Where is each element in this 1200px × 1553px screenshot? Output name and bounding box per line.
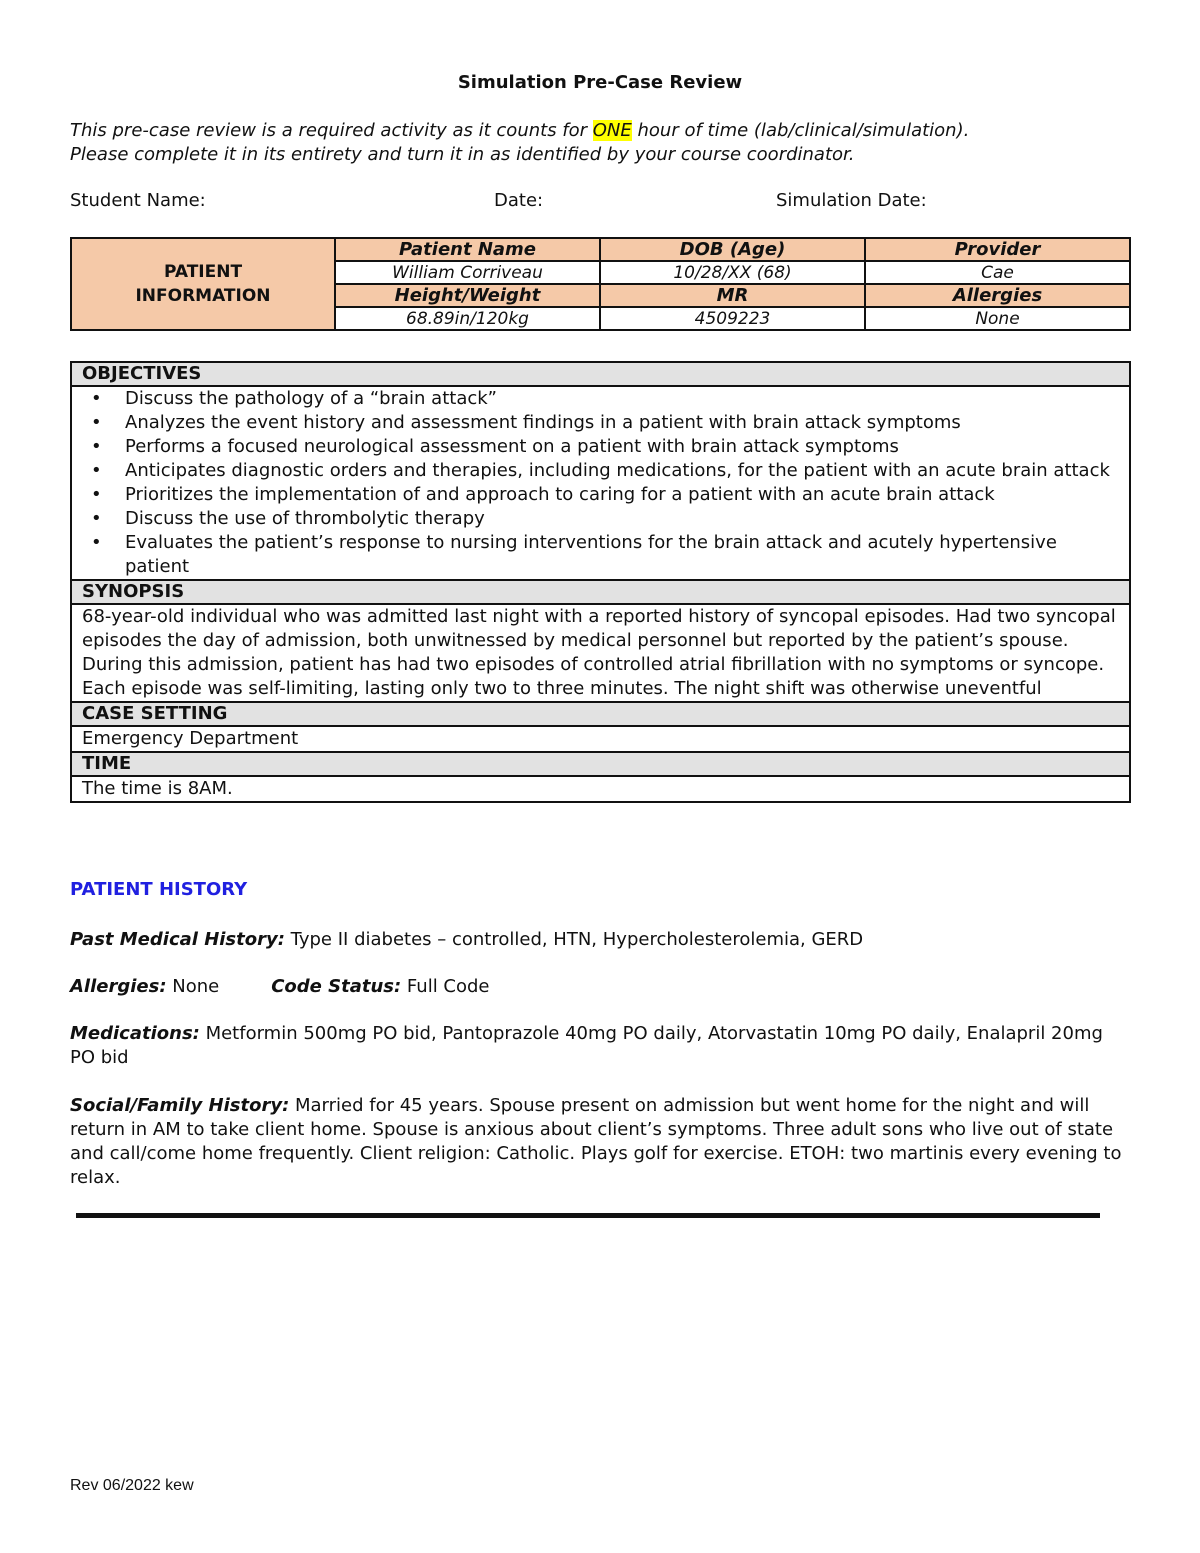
objective-item: • Evaluates the patient’s response to nursing interventions for the brain attack and acutely hypertensive patient: [125, 531, 1119, 579]
pmh-label: Past Medical History:: [70, 929, 285, 950]
value-patient-name: William Corriveau: [335, 261, 600, 284]
header-mr: MR: [600, 284, 865, 307]
value-provider: Cae: [865, 261, 1130, 284]
intro-highlight: ONE: [592, 120, 632, 141]
social-history-label: Social/Family History:: [70, 1095, 290, 1116]
allergies-label: Allergies:: [70, 976, 167, 997]
medications: [70, 1022, 1130, 1070]
case-setting-text: Emergency Department: [71, 726, 1130, 752]
simulation-date-label: Simulation Date:: [776, 190, 927, 211]
intro-before: This pre-case review is a required activity as it counts for: [70, 120, 593, 141]
objective-item: • Anticipates diagnostic orders and therapies, including medications, for the patient with an acute brain attack: [125, 459, 1119, 483]
past-medical-history: [70, 928, 1130, 952]
value-allergies: None: [865, 307, 1130, 330]
objective-item: • Analyzes the event history and assessment findings in a patient with brain attack symptoms: [125, 411, 1119, 435]
student-info-row: [70, 190, 1140, 214]
code-status-text: Full Code: [401, 976, 490, 997]
intro-line2: Please complete it in its entirety and turn it in as identified by your course coordinator.: [70, 144, 855, 165]
social-family-history: [70, 1094, 1130, 1190]
objectives-cell: [71, 386, 1130, 580]
student-name-label: Student Name:: [70, 190, 206, 211]
case-setting-heading: CASE SETTING: [71, 702, 1130, 726]
header-allergies: Allergies: [865, 284, 1130, 307]
intro-text: [70, 119, 1140, 167]
objective-item: • Prioritizes the implementation of and approach to caring for a patient with an acute brain attack: [125, 483, 1119, 507]
value-dob: 10/28/XX (68): [600, 261, 865, 284]
time-text: The time is 8AM.: [71, 776, 1130, 802]
case-details-table: [70, 361, 1131, 803]
time-heading: TIME: [71, 752, 1130, 776]
synopsis-heading: SYNOPSIS: [71, 580, 1130, 604]
value-mr: 4509223: [600, 307, 865, 330]
revision-footer: Rev 06/2022 kew: [70, 1477, 194, 1494]
header-provider: Provider: [865, 238, 1130, 261]
value-height-weight: 68.89in/120kg: [335, 307, 600, 330]
objective-item: • Performs a focused neurological assessment on a patient with brain attack symptoms: [125, 435, 1119, 459]
code-status-label: Code Status:: [271, 976, 402, 997]
medications-label: Medications:: [70, 1023, 200, 1044]
social-history-text: Married for 45 years. Spouse present on admission but went home for the night and will return in AM to take client home. Spouse is anxious about client’s symptoms. Three adult sons who live out of state and call/come home frequently. Client religion: Catholic. Plays golf for exercise. ETOH: two martinis every evening to relax.: [70, 1095, 1122, 1188]
medications-text: Metformin 500mg PO bid, Pantoprazole 40mg PO daily, Atorvastatin 10mg PO daily, Enalapril 20mg PO bid: [70, 1023, 1103, 1068]
header-height-weight: Height/Weight: [335, 284, 600, 307]
horizontal-rule: [76, 1213, 1100, 1218]
synopsis-text: 68-year-old individual who was admitted last night with a reported history of syncopal episodes. Had two syncopal episodes the day of admission, both unwitnessed by medical personnel but reported by the patient’s spouse. During this admission, patient has had two episodes of controlled atrial fibrillation with no symptoms or syncope. Each episode was self-limiting, lasting only two to three minutes. The night shift was otherwise uneventful: [71, 604, 1130, 702]
intro-after: hour of time (lab/clinical/simulation).: [631, 120, 970, 141]
allergies-text: None: [166, 976, 220, 997]
header-patient-name: Patient Name: [335, 238, 600, 261]
patient-history-heading: PATIENT HISTORY: [70, 879, 248, 900]
patient-information-label: PATIENT INFORMATION: [71, 238, 335, 330]
objectives-list: [82, 387, 1119, 579]
date-label: Date:: [494, 190, 544, 211]
objective-item: • Discuss the pathology of a “brain attack”: [125, 387, 1119, 411]
objective-item: • Discuss the use of thrombolytic therapy: [125, 507, 1119, 531]
page-title: Simulation Pre-Case Review: [457, 72, 743, 93]
allergies-code-status: [70, 975, 1130, 999]
header-dob: DOB (Age): [600, 238, 865, 261]
pmh-text: Type II diabetes – controlled, HTN, Hypercholesterolemia, GERD: [284, 929, 864, 950]
objectives-heading: OBJECTIVES: [71, 362, 1130, 386]
patient-information-table: [70, 237, 1131, 331]
